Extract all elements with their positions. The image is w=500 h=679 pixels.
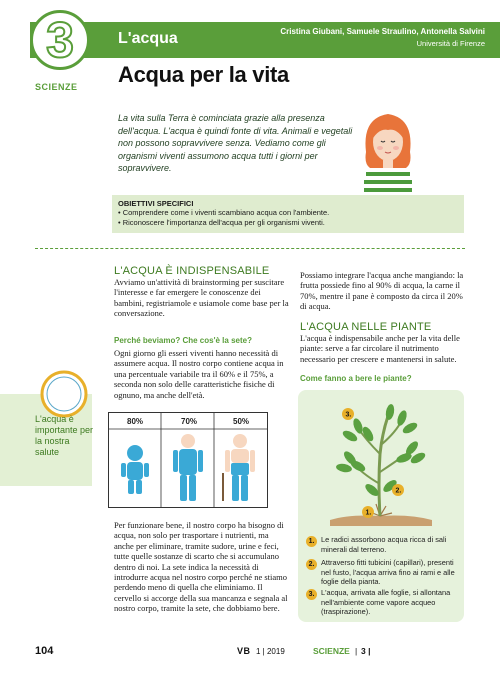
- plant-step: [306, 535, 458, 554]
- dashed-divider: [35, 248, 465, 249]
- objective-item: • Riconoscere l'importanza dell'acqua per gli organismi viventi.: [118, 218, 325, 227]
- plants-paragraph: L'acqua è indispensabile anche per la vita delle piante: serve a far circolare il nutrimento necessario per crescere e mantenersi in salute.: [300, 333, 460, 364]
- intro-paragraph: La vita sulla Terra è cominciata grazie alla presenza dell'acqua. L'acqua è quindi fonte di vita. Animali e vegetali non possono sopravvivere senza. Vediamo come gli organismi viventi assumono acqua tutti i giorni per sopravvivere.: [118, 113, 353, 173]
- header-left-strip: [0, 22, 30, 58]
- magazine-logo: VB: [237, 646, 251, 656]
- plant-marker-1: 1.: [365, 509, 372, 517]
- plant-step: [306, 588, 458, 617]
- footer-subject: SCIENZE: [313, 646, 350, 656]
- topic-label: L'acqua: [118, 30, 178, 47]
- unit-number: 3: [46, 12, 74, 68]
- page-title: Acqua per la vita: [118, 62, 289, 87]
- figure-label-adult: 70%: [181, 417, 198, 426]
- step-text: Attraverso fitti tubicini (capillari), presenti nel fusto, l'acqua arriva fino ai rami e alle foglie della pianta.: [321, 558, 455, 587]
- step-number: 3.: [306, 589, 317, 600]
- body-silhouettes: [109, 413, 267, 507]
- figure-label-baby: 80%: [127, 417, 144, 426]
- step-text: Le radici assorbono acqua ricca di sali minerali dal terreno.: [321, 535, 447, 554]
- brainstorming-paragraph: Avviamo un'attività di brainstorming per suscitare l'interesse e far emergere le conoscenze dei bambini, registriamole e usiamole come base per la conversazione.: [114, 277, 289, 319]
- objectives-title: OBIETTIVI SPECIFICI: [118, 199, 194, 208]
- step-number: 2.: [306, 559, 317, 570]
- step-text: L'acqua, arrivata alle foglie, si allontana nell'ambiente come vapore acqueo (traspirazione).: [321, 588, 451, 617]
- civic-education-badge: [40, 370, 88, 418]
- body-water-figure: [108, 412, 268, 508]
- plant-marker-2: 2.: [395, 487, 402, 495]
- issue-number: 1 | 2019: [256, 647, 285, 656]
- thirst-paragraph: Per funzionare bene, il nostro corpo ha bisogno di acqua, non solo per trasportare i nutrienti, ma anche per eliminare, tramite sudore, urine e feci, tutte quelle sostanze di scarto che si accumulano dentro di noi. La sete indica la necessità di introdurre acqua nel nostro corpo perché ne stiamo perdendo meno di quella che eliminiamo. Il cervello si accorge della sua mancanza e segnala al nostro corpo, tramite la sete, che dobbiamo bere.: [114, 520, 288, 614]
- plant-illustration: [310, 394, 450, 530]
- objectives-box: [112, 195, 464, 233]
- section-label: SCIENZE: [35, 82, 78, 92]
- unit-number-badge: [30, 10, 90, 70]
- step-number: 1.: [306, 536, 317, 547]
- civic-sidebar-text: L'acqua è importante per la nostra salute: [35, 414, 94, 457]
- page-number: 104: [35, 645, 54, 657]
- authors: Cristina Giubani, Samuele Straulino, Antonella Salvini: [280, 27, 485, 36]
- figure-label-elderly: 50%: [233, 417, 250, 426]
- food-water-paragraph: Possiamo integrare l'acqua anche mangiando: la frutta possiede fino al 90% di acqua, la carne il 70%, mentre il pane è composto da circa il 20% di acqua.: [300, 270, 464, 312]
- plant-step: [306, 558, 458, 587]
- girl-illustration: [358, 108, 418, 192]
- section-heading-indispensable: L'ACQUA È INDISPENSABILE: [114, 265, 270, 277]
- affiliation: Università di Firenze: [416, 39, 485, 48]
- footer-separator: |: [355, 646, 358, 656]
- plant-marker-3: 3.: [345, 411, 352, 419]
- water-percentage-paragraph: Ogni giorno gli esseri viventi hanno necessità di assumere acqua. Il nostro corpo contiene acqua in una percentuale variabile tra il 60% e il 75%, a seconda non solo delle caratteristiche fisiche di ognuno, ma anche dell'età.: [114, 348, 284, 400]
- question-plants-drink: Come fanno a bere le piante?: [300, 374, 412, 383]
- footer-section-page: 3 |: [361, 646, 371, 656]
- section-heading-plants: L'ACQUA NELLE PIANTE: [300, 321, 432, 333]
- question-thirst: Perché beviamo? Che cos'è la sete?: [114, 336, 252, 345]
- objective-item: • Comprendere come i viventi scambiano acqua con l'ambiente.: [118, 208, 330, 217]
